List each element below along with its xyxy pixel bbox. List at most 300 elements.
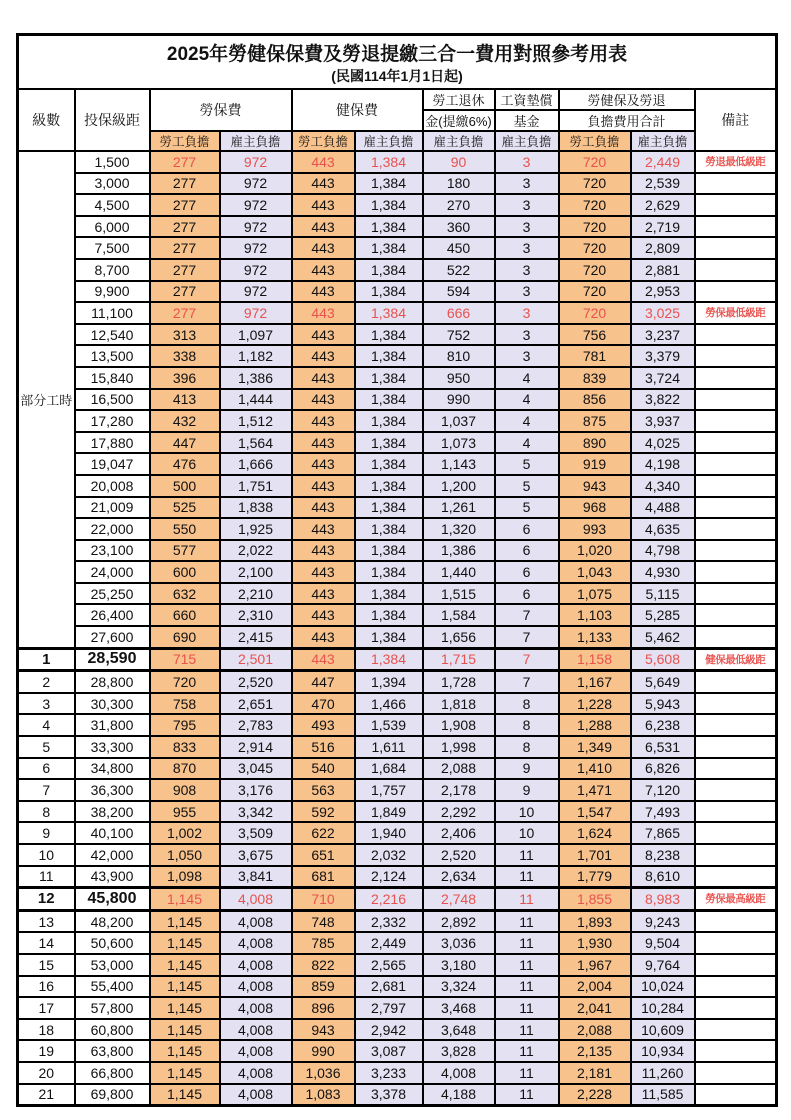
labor-employer-cell: 3,176 — [220, 779, 292, 801]
labor-employee-cell: 715 — [150, 648, 220, 671]
wage-fund-employer-cell: 10 — [495, 822, 559, 844]
table-row — [18, 453, 777, 475]
health-employee-cell: 516 — [292, 736, 355, 758]
wage-fund-employer-cell: 4 — [495, 432, 559, 454]
wage-fund-employer-cell: 4 — [495, 389, 559, 411]
health-employee-cell: 710 — [292, 888, 355, 911]
health-employer-cell: 1,384 — [355, 475, 423, 497]
table-row — [18, 173, 777, 195]
total-employer-cell: 8,610 — [631, 866, 695, 888]
total-employer-cell: 3,379 — [631, 345, 695, 367]
labor-employer-cell: 1,444 — [220, 389, 292, 411]
wage-fund-employer-cell: 11 — [495, 932, 559, 954]
table-row — [18, 410, 777, 432]
health-employee-cell: 443 — [292, 173, 355, 195]
wage-fund-employer-cell: 11 — [495, 1084, 559, 1106]
level-cell: 13 — [18, 910, 75, 932]
bracket-cell: 30,300 — [75, 693, 150, 715]
labor-employee-cell: 1,145 — [150, 1062, 220, 1084]
remark-cell — [695, 954, 777, 976]
remark-cell — [695, 453, 777, 475]
bracket-cell: 8,700 — [75, 259, 150, 281]
wage-fund-employer-cell: 6 — [495, 518, 559, 540]
labor-employee-cell: 1,145 — [150, 976, 220, 998]
pension-employer-cell: 3,180 — [423, 954, 495, 976]
bracket-cell: 57,800 — [75, 997, 150, 1019]
health-employer-cell: 1,384 — [355, 237, 423, 259]
health-employee-cell: 859 — [292, 976, 355, 998]
bracket-cell: 69,800 — [75, 1084, 150, 1106]
remark-cell — [695, 389, 777, 411]
health-employer-cell: 1,384 — [355, 518, 423, 540]
labor-employee-cell: 413 — [150, 389, 220, 411]
total-employee-cell: 1,133 — [559, 626, 631, 648]
health-employee-cell: 443 — [292, 432, 355, 454]
remark-cell — [695, 997, 777, 1019]
labor-employee-cell: 600 — [150, 561, 220, 583]
bracket-cell: 16,500 — [75, 389, 150, 411]
health-employee-cell: 443 — [292, 540, 355, 562]
wage-fund-employer-cell: 11 — [495, 1019, 559, 1041]
level-cell: 14 — [18, 932, 75, 954]
labor-employee-cell: 447 — [150, 432, 220, 454]
subheader-health-employee: 勞工負擔 — [292, 131, 355, 151]
remark-cell — [695, 693, 777, 715]
health-employer-cell: 2,032 — [355, 844, 423, 866]
subheader-pension-employer: 雇主負擔 — [423, 131, 495, 151]
labor-employee-cell: 1,145 — [150, 954, 220, 976]
bracket-cell: 6,000 — [75, 216, 150, 238]
bracket-cell: 17,280 — [75, 410, 150, 432]
health-employer-cell: 1,384 — [355, 604, 423, 626]
total-employer-cell: 5,608 — [631, 648, 695, 671]
labor-employer-cell: 4,008 — [220, 997, 292, 1019]
labor-employer-cell: 972 — [220, 216, 292, 238]
table-row — [18, 497, 777, 519]
wage-fund-employer-cell: 3 — [495, 259, 559, 281]
remark-cell — [695, 1019, 777, 1041]
pension-employer-cell: 1,037 — [423, 410, 495, 432]
table-row — [18, 583, 777, 605]
total-employer-cell: 10,284 — [631, 997, 695, 1019]
level-cell: 10 — [18, 844, 75, 866]
labor-employee-cell: 1,145 — [150, 1040, 220, 1062]
wage-fund-employer-cell: 6 — [495, 561, 559, 583]
wage-fund-employer-cell: 3 — [495, 237, 559, 259]
total-employer-cell: 5,285 — [631, 604, 695, 626]
health-employee-cell: 651 — [292, 844, 355, 866]
remark-cell: 健保最低級距 — [695, 648, 777, 671]
table-body — [18, 151, 777, 1106]
pension-employer-cell: 3,828 — [423, 1040, 495, 1062]
health-employee-cell: 443 — [292, 345, 355, 367]
labor-employer-cell: 1,838 — [220, 497, 292, 519]
labor-employee-cell: 1,002 — [150, 822, 220, 844]
level-cell: 5 — [18, 736, 75, 758]
health-employee-cell: 443 — [292, 648, 355, 671]
labor-employee-cell: 632 — [150, 583, 220, 605]
pension-employer-cell: 1,386 — [423, 540, 495, 562]
total-employer-cell: 2,719 — [631, 216, 695, 238]
remark-cell — [695, 758, 777, 780]
table-row — [18, 910, 777, 932]
bracket-cell: 34,800 — [75, 758, 150, 780]
pension-employer-cell: 950 — [423, 367, 495, 389]
labor-employee-cell: 1,098 — [150, 866, 220, 888]
labor-employer-cell: 2,783 — [220, 714, 292, 736]
page-subtitle: (民國114年1月1日起) — [331, 68, 463, 85]
table-row — [18, 367, 777, 389]
wage-fund-employer-cell: 4 — [495, 367, 559, 389]
pension-employer-cell: 1,200 — [423, 475, 495, 497]
health-employee-cell: 748 — [292, 910, 355, 932]
remark-cell — [695, 259, 777, 281]
total-employee-cell: 720 — [559, 151, 631, 173]
labor-employer-cell: 4,008 — [220, 1062, 292, 1084]
remark-cell — [695, 194, 777, 216]
table-row — [18, 626, 777, 648]
total-employer-cell: 3,237 — [631, 324, 695, 346]
labor-employer-cell: 4,008 — [220, 976, 292, 998]
bracket-cell: 24,000 — [75, 561, 150, 583]
total-employer-cell: 10,024 — [631, 976, 695, 998]
bracket-cell: 9,900 — [75, 281, 150, 303]
labor-employer-cell: 2,310 — [220, 604, 292, 626]
total-employee-cell: 919 — [559, 453, 631, 475]
health-employee-cell: 563 — [292, 779, 355, 801]
pension-employer-cell: 522 — [423, 259, 495, 281]
health-employee-cell: 622 — [292, 822, 355, 844]
labor-employee-cell: 577 — [150, 540, 220, 562]
wage-fund-employer-cell: 6 — [495, 583, 559, 605]
remark-cell — [695, 1040, 777, 1062]
wage-fund-employer-cell: 3 — [495, 345, 559, 367]
remark-cell — [695, 367, 777, 389]
health-employee-cell: 443 — [292, 604, 355, 626]
level-cell: 7 — [18, 779, 75, 801]
table-row — [18, 1084, 777, 1106]
bracket-cell: 17,880 — [75, 432, 150, 454]
total-employee-cell: 1,855 — [559, 888, 631, 911]
labor-employer-cell: 4,008 — [220, 1019, 292, 1041]
bracket-cell: 28,800 — [75, 671, 150, 693]
labor-employee-cell: 1,145 — [150, 1084, 220, 1106]
labor-employee-cell: 396 — [150, 367, 220, 389]
wage-fund-employer-cell: 5 — [495, 453, 559, 475]
pension-employer-cell: 1,818 — [423, 693, 495, 715]
health-employee-cell: 443 — [292, 367, 355, 389]
labor-employer-cell: 2,501 — [220, 648, 292, 671]
health-employer-cell: 1,384 — [355, 216, 423, 238]
level-cell: 8 — [18, 801, 75, 823]
total-employee-cell: 1,624 — [559, 822, 631, 844]
wage-fund-employer-cell: 11 — [495, 844, 559, 866]
wage-fund-employer-cell: 5 — [495, 475, 559, 497]
health-employee-cell: 443 — [292, 151, 355, 173]
total-employee-cell: 943 — [559, 475, 631, 497]
remark-cell — [695, 910, 777, 932]
bracket-cell: 11,100 — [75, 302, 150, 324]
remark-cell: 勞保最高級距 — [695, 888, 777, 911]
level-cell: 16 — [18, 976, 75, 998]
col-header-labor-insurance: 勞保費 — [150, 89, 292, 131]
labor-employee-cell: 277 — [150, 281, 220, 303]
total-employee-cell: 993 — [559, 518, 631, 540]
total-employer-cell: 5,649 — [631, 671, 695, 693]
remark-cell — [695, 173, 777, 195]
pension-employer-cell: 4,008 — [423, 1062, 495, 1084]
pension-employer-cell: 1,261 — [423, 497, 495, 519]
total-employer-cell: 9,504 — [631, 932, 695, 954]
health-employee-cell: 443 — [292, 626, 355, 648]
total-employee-cell: 1,410 — [559, 758, 631, 780]
labor-employer-cell: 4,008 — [220, 954, 292, 976]
level-cell: 6 — [18, 758, 75, 780]
wage-fund-employer-cell: 11 — [495, 910, 559, 932]
labor-employee-cell: 277 — [150, 173, 220, 195]
labor-employee-cell: 795 — [150, 714, 220, 736]
subheader-labor-employee: 勞工負擔 — [150, 131, 220, 151]
health-employee-cell: 443 — [292, 453, 355, 475]
wage-fund-employer-cell: 8 — [495, 736, 559, 758]
level-cell: 2 — [18, 671, 75, 693]
wage-fund-employer-cell: 11 — [495, 954, 559, 976]
total-employee-cell: 839 — [559, 367, 631, 389]
part-time-level-cell: 部分工時 — [18, 151, 75, 648]
wage-fund-employer-cell: 3 — [495, 324, 559, 346]
bracket-cell: 50,600 — [75, 932, 150, 954]
bracket-cell: 1,500 — [75, 151, 150, 173]
pension-employer-cell: 1,584 — [423, 604, 495, 626]
labor-employee-cell: 550 — [150, 518, 220, 540]
health-employer-cell: 2,332 — [355, 910, 423, 932]
total-employee-cell: 2,088 — [559, 1019, 631, 1041]
labor-employer-cell: 1,564 — [220, 432, 292, 454]
level-cell: 9 — [18, 822, 75, 844]
title-row — [18, 35, 777, 90]
total-employee-cell: 2,181 — [559, 1062, 631, 1084]
pension-employer-cell: 752 — [423, 324, 495, 346]
health-employer-cell: 2,681 — [355, 976, 423, 998]
remark-cell — [695, 1084, 777, 1106]
remark-cell — [695, 432, 777, 454]
remark-cell — [695, 583, 777, 605]
labor-employer-cell: 1,097 — [220, 324, 292, 346]
health-employee-cell: 896 — [292, 997, 355, 1019]
bracket-cell: 43,900 — [75, 866, 150, 888]
total-employee-cell: 720 — [559, 194, 631, 216]
health-employer-cell: 1,940 — [355, 822, 423, 844]
table-row — [18, 389, 777, 411]
total-employer-cell: 8,238 — [631, 844, 695, 866]
labor-employer-cell: 1,182 — [220, 345, 292, 367]
level-cell: 21 — [18, 1084, 75, 1106]
wage-fund-employer-cell: 11 — [495, 997, 559, 1019]
pension-employer-cell: 1,515 — [423, 583, 495, 605]
bracket-cell: 7,500 — [75, 237, 150, 259]
wage-fund-employer-cell: 11 — [495, 1062, 559, 1084]
health-employee-cell: 447 — [292, 671, 355, 693]
total-employee-cell: 1,228 — [559, 693, 631, 715]
labor-employer-cell: 3,509 — [220, 822, 292, 844]
labor-employer-cell: 972 — [220, 302, 292, 324]
pension-employer-cell: 1,440 — [423, 561, 495, 583]
total-employer-cell: 7,493 — [631, 801, 695, 823]
col-header-wage-fund-line2: 基金 — [495, 110, 559, 131]
total-employer-cell: 7,120 — [631, 779, 695, 801]
total-employee-cell: 1,349 — [559, 736, 631, 758]
total-employer-cell: 4,930 — [631, 561, 695, 583]
wage-fund-employer-cell: 11 — [495, 976, 559, 998]
bracket-cell: 53,000 — [75, 954, 150, 976]
labor-employer-cell: 3,342 — [220, 801, 292, 823]
table-row — [18, 281, 777, 303]
total-employee-cell: 1,075 — [559, 583, 631, 605]
health-employer-cell: 2,216 — [355, 888, 423, 911]
remark-cell — [695, 976, 777, 998]
pension-employer-cell: 3,036 — [423, 932, 495, 954]
labor-employer-cell: 4,008 — [220, 888, 292, 911]
total-employee-cell: 1,779 — [559, 866, 631, 888]
total-employee-cell: 2,041 — [559, 997, 631, 1019]
total-employee-cell: 781 — [559, 345, 631, 367]
wage-fund-employer-cell: 3 — [495, 173, 559, 195]
health-employee-cell: 943 — [292, 1019, 355, 1041]
labor-employee-cell: 1,145 — [150, 1019, 220, 1041]
wage-fund-employer-cell: 8 — [495, 693, 559, 715]
health-employee-cell: 785 — [292, 932, 355, 954]
labor-employee-cell: 525 — [150, 497, 220, 519]
labor-employee-cell: 1,050 — [150, 844, 220, 866]
total-employer-cell: 11,260 — [631, 1062, 695, 1084]
wage-fund-employer-cell: 11 — [495, 888, 559, 911]
level-cell: 17 — [18, 997, 75, 1019]
bracket-cell: 21,009 — [75, 497, 150, 519]
wage-fund-employer-cell: 4 — [495, 410, 559, 432]
health-employer-cell: 1,384 — [355, 648, 423, 671]
wage-fund-employer-cell: 7 — [495, 671, 559, 693]
total-employee-cell: 1,967 — [559, 954, 631, 976]
bracket-cell: 15,840 — [75, 367, 150, 389]
pension-employer-cell: 2,406 — [423, 822, 495, 844]
wage-fund-employer-cell: 3 — [495, 194, 559, 216]
health-employer-cell: 1,684 — [355, 758, 423, 780]
health-employee-cell: 540 — [292, 758, 355, 780]
labor-employee-cell: 1,145 — [150, 910, 220, 932]
total-employee-cell: 1,020 — [559, 540, 631, 562]
bracket-cell: 27,600 — [75, 626, 150, 648]
remark-cell — [695, 518, 777, 540]
table-row — [18, 345, 777, 367]
table-row — [18, 1062, 777, 1084]
table-row — [18, 822, 777, 844]
labor-employer-cell: 4,008 — [220, 1040, 292, 1062]
health-employer-cell: 1,384 — [355, 281, 423, 303]
health-employer-cell: 1,384 — [355, 540, 423, 562]
health-employee-cell: 443 — [292, 518, 355, 540]
table-title-cell — [18, 35, 777, 90]
subheader-health-employer: 雇主負擔 — [355, 131, 423, 151]
table-row — [18, 1040, 777, 1062]
wage-fund-employer-cell: 9 — [495, 758, 559, 780]
health-employee-cell: 443 — [292, 281, 355, 303]
total-employee-cell: 1,103 — [559, 604, 631, 626]
labor-employee-cell: 277 — [150, 237, 220, 259]
total-employer-cell: 4,635 — [631, 518, 695, 540]
total-employer-cell: 4,798 — [631, 540, 695, 562]
health-employee-cell: 443 — [292, 475, 355, 497]
table-row — [18, 844, 777, 866]
pension-employer-cell: 3,648 — [423, 1019, 495, 1041]
labor-employer-cell: 972 — [220, 259, 292, 281]
bracket-cell: 48,200 — [75, 910, 150, 932]
total-employer-cell: 2,539 — [631, 173, 695, 195]
health-employer-cell: 1,384 — [355, 173, 423, 195]
bracket-cell: 40,100 — [75, 822, 150, 844]
health-employer-cell: 3,378 — [355, 1084, 423, 1106]
table-row — [18, 475, 777, 497]
table-row — [18, 237, 777, 259]
health-employer-cell: 1,384 — [355, 367, 423, 389]
wage-fund-employer-cell: 8 — [495, 714, 559, 736]
total-employee-cell: 720 — [559, 216, 631, 238]
pension-employer-cell: 360 — [423, 216, 495, 238]
labor-employee-cell: 1,145 — [150, 997, 220, 1019]
remark-cell — [695, 844, 777, 866]
table-row — [18, 997, 777, 1019]
table-row — [18, 714, 777, 736]
table-row — [18, 758, 777, 780]
health-employer-cell: 2,449 — [355, 932, 423, 954]
pension-employer-cell: 2,088 — [423, 758, 495, 780]
pension-employer-cell: 666 — [423, 302, 495, 324]
total-employer-cell: 5,462 — [631, 626, 695, 648]
table-row — [18, 518, 777, 540]
remark-cell — [695, 604, 777, 626]
remark-cell — [695, 216, 777, 238]
labor-employee-cell: 1,145 — [150, 932, 220, 954]
remark-cell — [695, 281, 777, 303]
bracket-cell: 3,000 — [75, 173, 150, 195]
col-header-total-line2: 負擔費用合計 — [559, 110, 695, 131]
health-employer-cell: 1,384 — [355, 583, 423, 605]
total-employer-cell: 3,822 — [631, 389, 695, 411]
total-employee-cell: 1,288 — [559, 714, 631, 736]
remark-cell — [695, 345, 777, 367]
pension-employer-cell: 4,188 — [423, 1084, 495, 1106]
pension-employer-cell: 3,324 — [423, 976, 495, 998]
labor-employee-cell: 476 — [150, 453, 220, 475]
health-employer-cell: 3,233 — [355, 1062, 423, 1084]
pension-employer-cell: 1,715 — [423, 648, 495, 671]
table-row — [18, 561, 777, 583]
remark-cell — [695, 410, 777, 432]
labor-employee-cell: 277 — [150, 216, 220, 238]
health-employee-cell: 470 — [292, 693, 355, 715]
labor-employee-cell: 955 — [150, 801, 220, 823]
wage-fund-employer-cell: 9 — [495, 779, 559, 801]
health-employer-cell: 2,565 — [355, 954, 423, 976]
total-employer-cell: 6,826 — [631, 758, 695, 780]
total-employee-cell: 1,158 — [559, 648, 631, 671]
wage-fund-employer-cell: 7 — [495, 626, 559, 648]
remark-cell — [695, 497, 777, 519]
health-employer-cell: 1,384 — [355, 561, 423, 583]
pension-employer-cell: 1,908 — [423, 714, 495, 736]
pension-employer-cell: 2,520 — [423, 844, 495, 866]
level-cell: 11 — [18, 866, 75, 888]
labor-employee-cell: 277 — [150, 194, 220, 216]
